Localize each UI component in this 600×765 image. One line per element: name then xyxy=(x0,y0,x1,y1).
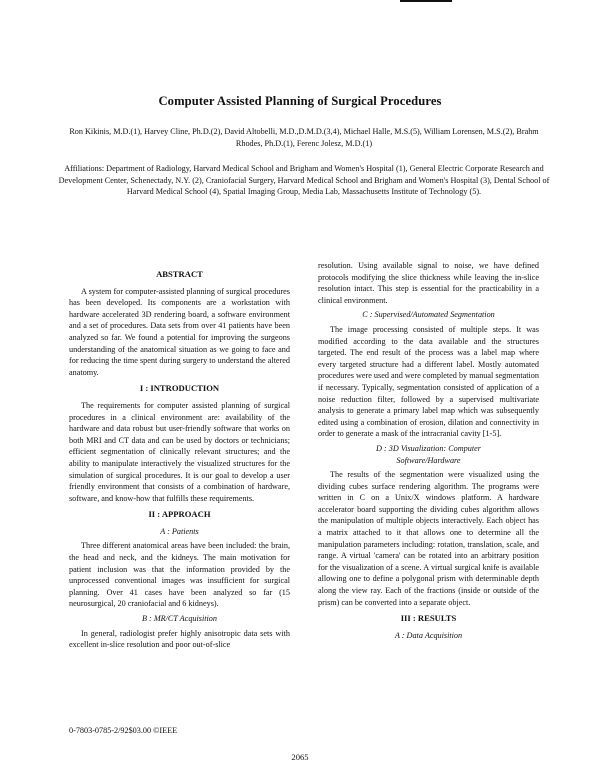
segmentation-subheading: C : Supervised/Automated Segmentation xyxy=(362,310,495,320)
data-acquisition-subheading: A : Data Acquisition xyxy=(394,630,463,640)
acquisition-subheading: B : MR/CT Acquisition xyxy=(142,614,217,624)
approach-heading: II : APPROACH xyxy=(148,509,211,520)
page-number: 2065 xyxy=(291,752,309,762)
top-rule xyxy=(400,0,452,2)
abstract-paragraph: A system for computer-assisted planning of surgical procedures has been developed. Its components are a workstation with hardware accelerated 3D rendering board, a software environment and a set of procedures. Data sets from over 41 patients have been analyzed so far. We found a potential for improving the surgeons understanding of the anatomical situation as we going to face and for reducing the time spent during surgery to understand the altered anatomy. xyxy=(69,286,290,377)
paper-title: Computer Assisted Planning of Surgical Procedures xyxy=(158,94,442,108)
acquisition-paragraph: In general, radiologist prefer highly anisotropic data sets with excellent in-slice resolution and poor out-of-slice xyxy=(69,628,290,650)
affiliations: Affiliations: Department of Radiology, Harvard Medical School and Brigham and Women's Hospital (1), General Electric Corporate Research and Development Center, Schenectady, N.Y. (2), Craniofacial Surgery, Harvard Medical School and Brigham and Women's Hospital (3), Dental School of Harvard Medical School (4), Spatial Imaging Group, Media Lab, Massachusetts Institute of Technology (5). xyxy=(58,164,550,196)
right-column xyxy=(318,260,539,644)
copyright-code: 0-7803-0785-2/92$03.00 ©IEEE xyxy=(69,726,178,735)
author-list: Ron Kikinis, M.D.(1), Harvey Cline, Ph.D.(2), David Altobelli, M.D.,D.M.D.(3,4), Michael Halle, M.S.(5), William Lorensen, M.S.(2), Brahm Rhodes, Ph.D.(1), Ferenc Jolesz, M.D.(1) xyxy=(69,127,539,148)
left-column xyxy=(69,264,290,651)
visualization-subheading-line2: Software/Hardware xyxy=(396,455,461,465)
segmentation-paragraph: The image processing consisted of multiple steps. It was modified according to the data available and the structures targeted. The end result of the process was a label map where every targeted structure had a different label. Mostly automated procedures were used and were completed by manual segmentation if necessary. Typically, segmentation consisted of application of a noise reduction filter, followed by a supervised multivariate analysis to generate a primary label map which was subsequently edited using a combination of erosion, dilation and connectivity in order to generate a mask of the intracranial cavity [1-5]. xyxy=(318,324,539,439)
introduction-heading: I : INTRODUCTION xyxy=(139,383,220,394)
introduction-paragraph: The requirements for computer assisted planning of surgical procedures in a clinical environment are: availability of the hardware and data robust but user-friendly software that works on both MRI and CT data and can be used by doctors or technicians; efficient segmentation of clinically relevant structures; and the ability to manipulate interactively the visualized structures for the simulation of surgical procedures. It is our goal to develop a user friendly environment that consists of a combination of hardware, software, and know-how that fulfills these requirements. xyxy=(69,400,290,503)
patients-subheading: A : Patients xyxy=(160,526,199,536)
patients-paragraph: Three different anatomical areas have been included: the brain, the head and neck, and the kidneys. The main motivation for patient inclusion was that the information provided by the unprocessed conventional images was insufficient for surgical planning. Over 41 cases have been analyzed so far (15 neurosurgical, 20 craniofacial and 6 kidneys). xyxy=(69,541,290,609)
acquisition-continued-paragraph: resolution. Using available signal to noise, we have defined protocols modifying the slice thickness while leaving the in-slice resolution intact. This step is essential for the practicability in a clinical environment. xyxy=(318,261,539,305)
visualization-subheading: D : 3D Visualization: Computer xyxy=(376,443,481,453)
results-heading: III : RESULTS xyxy=(400,613,457,624)
abstract-heading: ABSTRACT xyxy=(156,269,203,279)
visualization-paragraph: The results of the segmentation were visualized using the dividing cubes surface rendering algorithm. The programs were written in C on a Unix/X windows platform. A hardware accelerator board supporting the dividing cubes algorithm allows the manipulation of multiple objects interactively. Each object has a matrix attached to it that allows one to determine all the manipulation parameters including: rotation, translation, scale, and range. A virtual 'camera' can be rotated into an arbitrary position for the visualization of a scene. A virtual surgical knife is available allowing one to define a polygonal prism with determinable depth along the view ray. Each of the fractions (inside or outside of the prism) can be converted into a separate object. xyxy=(318,470,539,607)
